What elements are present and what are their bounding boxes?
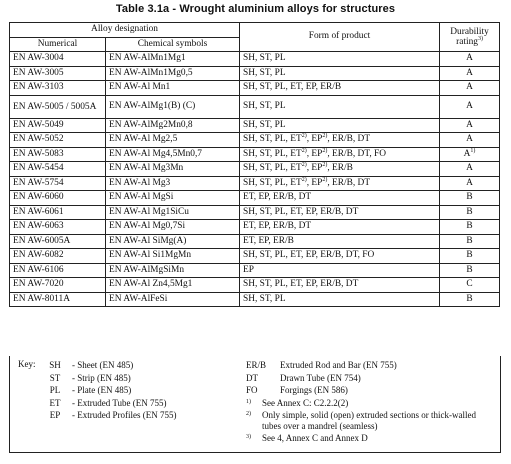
table-row [10,81,500,96]
key-abbreviation: DT [246,372,258,383]
rating-value: A [466,134,473,144]
key-abbreviation: PL [49,385,61,395]
key-description: - Extruded Tube (EN 755) [72,397,167,408]
chemical-symbol-cell: EN AW-Al Si1MgMn [106,249,240,264]
footnote-mark: 2) [322,161,328,168]
key-left-column [44,359,176,422]
form-text: , ER/B [327,163,353,173]
form-of-product-cell: ET, EP, ER/B, DT [240,220,440,235]
form-of-product-cell: SH, ST, PL, ET, EP, ER/B, DT, FO [240,249,440,264]
durability-rating-cell [440,220,500,235]
key-item [44,397,176,410]
durability-rating-cell [440,205,500,220]
key-note: 1) See Annex C: C2.2.2(2) [246,398,494,409]
rating-value: B [466,250,473,260]
chemical-symbol-cell: EN AW-AlMgSiMn [106,263,240,278]
alloy-designation-header: Alloy designation [10,23,240,38]
footnote-mark: 1) [470,147,476,154]
form-of-product-cell: EP [240,263,440,278]
key-section [9,356,501,453]
header-row-1 [10,23,500,38]
durability-rating-cell [440,278,500,293]
form-of-product-cell: SH, ST, PL [240,66,440,81]
rating-value: A [466,67,473,78]
key-abbreviation: FO [246,385,258,395]
numerical-cell: EN AW-6082 [10,249,106,264]
form-text: , ER/B, DT [327,177,371,188]
durability-rating-cell [440,147,500,162]
footnote-mark: 2) [322,132,328,139]
chemical-symbol-cell: EN AW-Al SiMg(A) [106,234,240,249]
key-description: Extruded Rod and Bar (EN 755) [280,360,397,370]
table-row [10,263,500,278]
table-row [10,118,500,133]
rating-value: A [466,82,473,92]
durability-rating-cell [440,292,500,307]
durability-rating-cell [440,263,500,278]
rating-value: B [466,192,473,202]
key-right-column [246,359,494,444]
footnote-mark: 2) [301,161,307,168]
numerical-cell: EN AW-7020 [10,278,106,293]
footnote-mark: 2) [301,147,307,154]
form-of-product-cell: SH, ST, PL, ET, EP, ER/B, DT [240,278,440,293]
table-row [10,234,500,249]
durability-rating-cell [440,176,500,191]
form-text: SH, ST, PL, ET [243,163,302,173]
key-abbreviation: ET [49,397,61,408]
key-item [246,384,494,397]
form-of-product-cell: SH, ST, PL [240,95,440,118]
chemical-symbol-cell: EN AW-AlMg2Mn0,8 [106,118,240,133]
table-row [10,147,500,162]
form-text: SH, ST, PL, ET [243,177,302,188]
rating-value: C [466,279,473,289]
numerical-cell: EN AW-6106 [10,263,106,278]
footnote-mark: 2) [322,176,328,183]
table-row [10,66,500,81]
form-of-product-cell: ET, EP, ER/B, DT [240,191,440,206]
chemical-symbol-cell: EN AW-AlFeSi [106,292,240,307]
form-text: SH, ST, PL, ET [243,148,302,159]
numerical-cell: EN AW-6060 [10,191,106,206]
rating-value: B [466,221,473,231]
chemical-symbol-cell: EN AW-Al Mg1SiCu [106,205,240,220]
table-row [10,176,500,191]
key-description: Forgings (EN 586) [280,385,348,395]
key-description: - Strip (EN 485) [72,372,131,383]
numerical-cell: EN AW-5052 [10,133,106,148]
numerical-cell: EN AW-5005 / 5005A [10,95,106,118]
durability-rating-cell [440,249,500,264]
chemical-symbol-cell: EN AW-Al MgSi [106,191,240,206]
note-text: Only simple, solid (open) extruded sections or thick-walled tubes over a mandrel (seamless) [262,409,476,431]
key-item [44,409,176,422]
key-abbreviation: ER/B [246,360,267,370]
numerical-cell: EN AW-6063 [10,220,106,235]
chemical-symbols-header: Chemical symbols [106,37,240,52]
form-of-product-cell: SH, ST, PL, ET, EP, ER/B [240,81,440,96]
form-of-product-cell: SH, ST, PL, ET, EP, ER/B, DT [240,205,440,220]
numerical-cell: EN AW-3005 [10,66,106,81]
table-row [10,191,500,206]
footnote-mark: 2) [301,132,307,139]
chemical-symbol-cell: EN AW-Al Mg3Mn [106,162,240,177]
key-item [246,372,494,385]
rating-value: A [466,177,473,188]
table-row [10,249,500,264]
form-of-product-cell: ET, EP, ER/B [240,234,440,249]
table-row [10,220,500,235]
form-text: , EP [306,177,323,188]
table-row [10,162,500,177]
form-text: , EP [306,134,323,144]
chemical-symbol-cell: EN AW-Al Mg0,7Si [106,220,240,235]
chemical-symbol-cell: EN AW-Al Zn4,5Mg1 [106,278,240,293]
durability-rating-cell [440,234,500,249]
durability-rating-cell [440,118,500,133]
footnote-mark: 2) [322,147,328,154]
rating-value: B [466,293,473,304]
form-of-product-cell [240,147,440,162]
numerical-cell: EN AW-5454 [10,162,106,177]
key-abbreviation: ST [49,372,61,383]
key-abbreviation: EP [49,410,61,420]
numerical-cell: EN AW-3004 [10,52,106,67]
key-note: 3) See 4, Annex C and Annex D [246,433,494,444]
durability-rating-cell [440,66,500,81]
chemical-symbol-cell: EN AW-AlMn1Mg0,5 [106,66,240,81]
durability-rating-cell [440,133,500,148]
form-of-product-cell: SH, ST, PL [240,292,440,307]
form-of-product-cell: SH, ST, PL [240,52,440,67]
table-body [10,52,500,307]
rating-value: A [466,119,473,130]
form-text: , EP [306,163,323,173]
table-row [10,205,500,220]
table-caption: Table 3.1a - Wrought aluminium alloys for structures [115,3,396,15]
form-of-product-cell [240,162,440,177]
key-label: Key: [18,359,36,369]
rating-value: B [466,235,473,246]
numerical-cell: EN AW-5083 [10,147,106,162]
key-item [44,384,176,397]
rating-value: A [466,53,473,63]
key-item [246,359,494,372]
numerical-cell: EN AW-5049 [10,118,106,133]
form-text: SH, ST, PL, ET [243,134,302,144]
key-description: Drawn Tube (EN 754) [280,372,361,383]
numerical-cell: EN AW-6061 [10,205,106,220]
footnote-mark: 2) [301,176,307,183]
numerical-cell: EN AW-8011A [10,292,106,307]
numerical-cell: EN AW-6005A [10,234,106,249]
key-abbreviation: SH [49,360,61,370]
table-row [10,278,500,293]
durability-rating-cell [440,191,500,206]
rating-value: A [466,163,473,173]
key-item [44,359,176,372]
form-of-product-cell: SH, ST, PL [240,118,440,133]
key-description: - Plate (EN 485) [72,385,132,395]
durability-rating-header: Durability rating$^{3)}$ [440,23,500,52]
durability-rating-cell [440,95,500,118]
chemical-symbol-cell: EN AW-AlMg1(B) (C) [106,95,240,118]
note-text: See 4, Annex C and Annex D [262,432,368,443]
rating-value: B [466,206,473,217]
chemical-symbol-cell: EN AW-Al Mn1 [106,81,240,96]
table-row [10,292,500,307]
key-description: - Sheet (EN 485) [72,360,134,370]
key-item [44,372,176,385]
key-note: 2) Only simple, solid (open) extruded sections or thick-walled tubes over a mandrel (seamless) [246,410,494,432]
note-text: See Annex C: C2.2.2(2) [262,397,349,408]
form-text: , EP [306,148,323,159]
numerical-cell: EN AW-3103 [10,81,106,96]
form-text: , ER/B, DT, FO [327,148,387,159]
key-description: - Extruded Profiles (EN 755) [72,410,177,420]
numerical-header: Numerical [10,37,106,52]
durability-rating-cell [440,162,500,177]
form-text: , ER/B, DT [327,134,371,144]
numerical-cell: EN AW-5754 [10,176,106,191]
table-row [10,133,500,148]
alloy-table [9,22,500,307]
chemical-symbol-cell: EN AW-Al Mg3 [106,176,240,191]
rating-value: A [463,148,471,159]
chemical-symbol-cell: EN AW-Al Mg4,5Mn0,7 [106,147,240,162]
durability-rating-cell [440,81,500,96]
form-of-product-cell [240,133,440,148]
form-of-product-cell [240,176,440,191]
chemical-symbol-cell: EN AW-Al Mg2,5 [106,133,240,148]
form-of-product-header: Form of product [240,23,440,52]
table-row [10,52,500,67]
chemical-symbol-cell: EN AW-AlMn1Mg1 [106,52,240,67]
durability-rating-cell [440,52,500,67]
rating-value: A [466,100,473,111]
table-row [10,95,500,118]
rating-value: B [466,264,473,275]
